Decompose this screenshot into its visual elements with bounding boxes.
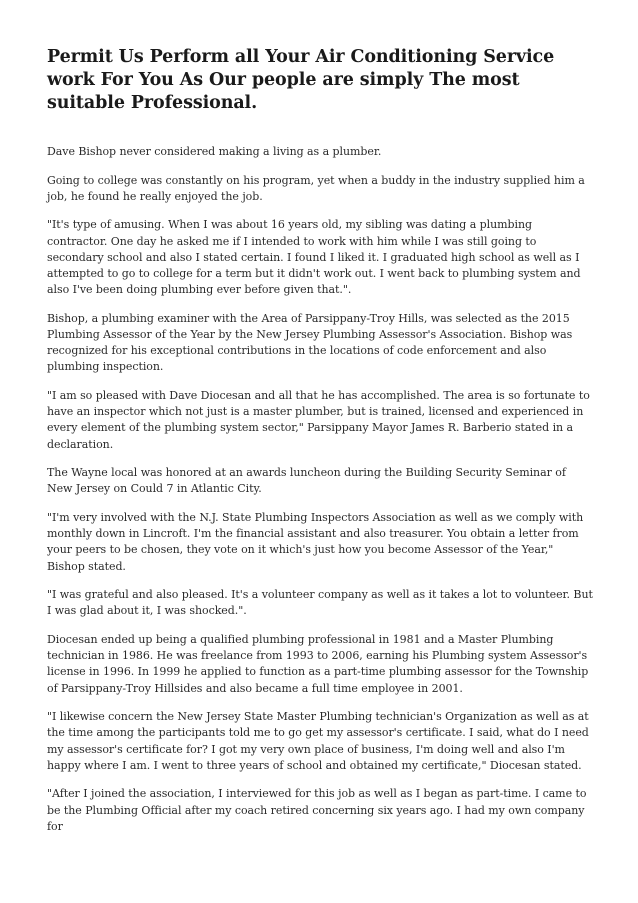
document-title: Permit Us Perform all Your Air Conditioning Service work For You As Our people are simply The most suitable Professional. — [47, 47, 555, 113]
paragraph-8: "I was grateful and also pleased. It's a volunteer company as well as it takes a lot to volunteer. But I was glad about it, I was shocked.". — [47, 588, 593, 618]
paragraph-2: Going to college was constantly on his program, yet when a buddy in the industry supplied him a job, he found he really enjoyed the job. — [47, 173, 585, 203]
paragraph-9: Diocesan ended up being a qualified plumbing professional in 1981 and a Master Plumbing technician in 1986. He was freelance from 1993 to 2006, earning his Plumbing system Assessor's license in 1996. In 1999 he applied to function as a part-time plumbing assessor for the Township of Parsippany-Troy Hillsides and also became a full time employee in 2001. — [47, 633, 589, 695]
paragraph-10: "I likewise concern the New Jersey State Master Plumbing technician's Organization as well as at the time among the participants told me to go get my assessor's certificate. I said, what do I need my assessor's certificate for? I got my very own place of business, I'm doing well and also I'm happy where I am. I went to three years of school and obtained my certificate," Diocesan stated. — [47, 710, 589, 772]
paragraph-1: Dave Bishop never considered making a living as a plumber. — [47, 145, 382, 158]
paragraph-4: Bishop, a plumbing examiner with the Area of Parsippany-Troy Hills, was selected as the 2015 Plumbing Assessor of the Year by the New Jersey Plumbing Assessor's Association. Bishop was recognized for his exceptional contributions in the locations of code enforcement and also plumbing inspection. — [47, 311, 573, 374]
paragraph-11: "After I joined the association, I interviewed for this job as well as I began as part-time. I came to be the Plumbing Official after my coach retired concerning six years ago. I had my own company for — [47, 787, 587, 833]
paragraph-7: "I'm very involved with the N.J. State Plumbing Inspectors Association as well as we comply with monthly down in Lincroft. I'm the financial assistant and also treasurer. You obtain a letter from your peers to be chosen, they vote on it which's just how you become Assessor of the Year," Bishop stated. — [47, 511, 584, 573]
paragraph-3: "It's type of amusing. When I was about 16 years old, my sibling was dating a plumbing contractor. One day he asked me if I intended to work with him while I was still going to secondary school and also I stated certain. I found I liked it. I graduated high school as well as I attempted to go to college for a term but it didn't work out. I went back to plumbing system and also I've been doing plumbing ever before given that.". — [47, 218, 581, 297]
paragraph-5: "I am so pleased with Dave Diocesan and all that he has accomplished. The area is so fortunate to have an inspector which not just is a master plumber, but is trained, licensed and experienced in every element of the plumbing system sector," Parsippany Mayor James R. Barberio stated in a declaration. — [47, 389, 590, 451]
paragraph-6: The Wayne local was honored at an awards luncheon during the Building Security Seminar of New Jersey on Could 7 in Atlantic City. — [47, 466, 566, 496]
document-page — [47, 46, 593, 847]
